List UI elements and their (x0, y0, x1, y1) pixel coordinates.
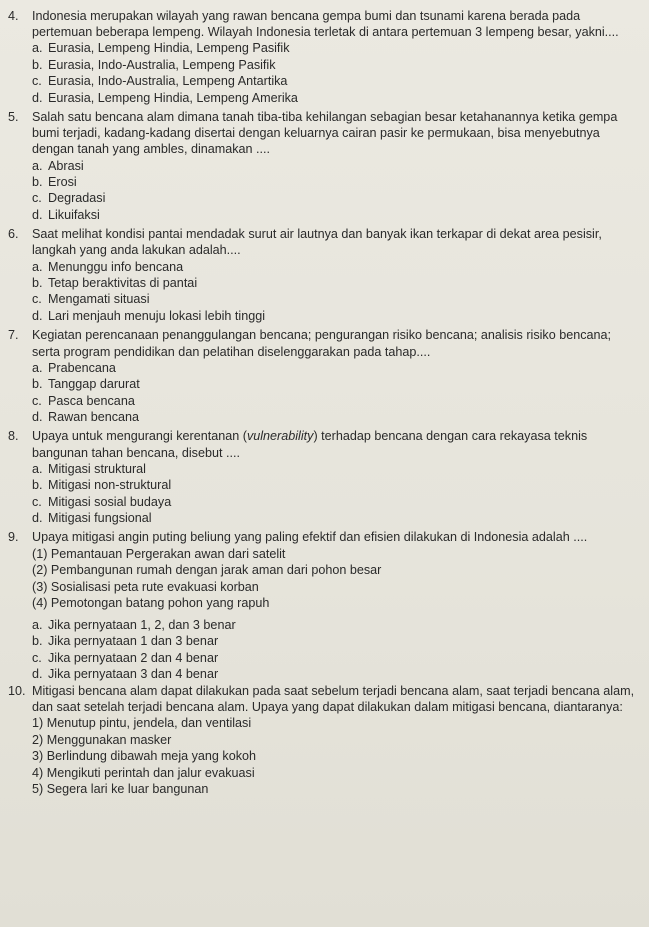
option-c: c. Degradasi (32, 191, 106, 206)
options-9 (32, 617, 639, 683)
statements-9 (32, 546, 639, 612)
option-d: d. Jika pernyataan 3 dan 4 benar (32, 667, 219, 682)
option-d: d. Rawan bencana (32, 409, 140, 424)
option-d: d. Mitigasi fungsional (32, 510, 152, 525)
statement: 3) Berlindung dibawah meja yang kokoh (32, 749, 257, 764)
statement: (1) Pemantauan Pergerakan awan dari satelit (32, 546, 286, 561)
option-d: d. Likuifaksi (32, 207, 100, 222)
question-text: Saat melihat kondisi pantai mendadak surut air lautnya dan banyak ikan terkapar di dekat area pesisir, langkah yang anda lakukan adalah.... (32, 227, 602, 258)
option-d: d. Eurasia, Lempeng Hindia, Lempeng Amerika (32, 90, 298, 105)
statement: 1) Menutup pintu, jendela, dan ventilasi (32, 715, 252, 730)
option-c: c. Mitigasi sosial budaya (32, 494, 172, 509)
option-a: a. Prabencana (32, 360, 116, 375)
option-b: b. Mitigasi non-struktural (32, 478, 172, 493)
option-a: a. Jika pernyataan 1, 2, dan 3 benar (32, 617, 236, 632)
question-number: 9. (8, 530, 19, 545)
options-8 (32, 461, 639, 527)
option-a: a. Menunggu info bencana (32, 259, 184, 274)
option-d: d. Lari menjauh menuju lokasi lebih tinggi (32, 308, 266, 323)
options-6 (32, 259, 639, 325)
question-text: Kegiatan perencanaan penanggulangan bencana; pengurangan risiko bencana; analisis risiko bencana; serta program pendidikan dan pelatihan diselenggarakan pada tahap.... (32, 328, 612, 359)
question-6 (8, 226, 639, 258)
question-text: Upaya mitigasi angin puting beliung yang paling efektif dan efisien dilakukan di Indonesia adalah .... (32, 530, 588, 545)
question-text: Indonesia merupakan wilayah yang rawan bencana gempa bumi dan tsunami karena berada pada pertemuan beberapa lempeng. Wilayah Indonesia terletak di antara pertemuan 3 lempeng besar, yakni.... (32, 9, 619, 40)
option-b: b. Erosi (32, 175, 77, 190)
option-a: a. Abrasi (32, 158, 84, 173)
question-number: 7. (8, 328, 19, 343)
option-b: b. Tetap beraktivitas di pantai (32, 276, 198, 291)
question-7 (8, 327, 639, 359)
option-b: b. Eurasia, Indo-Australia, Lempeng Pasifik (32, 57, 276, 72)
options-4 (32, 40, 639, 106)
option-c: c. Mengamati situasi (32, 292, 150, 307)
statement: (2) Pembangunan rumah dengan jarak aman dari pohon besar (32, 563, 382, 578)
statements-10 (32, 715, 639, 798)
option-c: c. Eurasia, Indo-Australia, Lempeng Antartika (32, 74, 288, 89)
question-4 (8, 8, 639, 40)
question-8 (8, 428, 639, 460)
question-5 (8, 109, 639, 158)
statement: (4) Pemotongan batang pohon yang rapuh (32, 596, 270, 611)
options-7 (32, 360, 639, 426)
statement: 4) Mengikuti perintah dan jalur evakuasi (32, 765, 255, 780)
option-b: b. Jika pernyataan 1 dan 3 benar (32, 634, 219, 649)
question-number: 5. (8, 110, 19, 125)
question-text: Salah satu bencana alam dimana tanah tiba-tiba kehilangan sebagian besar ketahanannya ketika gempa bumi terjadi, kadang-kadang disertai dengan keluarnya cairan pasir ke permukaan, bisa menyebutnya dengan tanah yang ambles, dinamakan .... (32, 110, 618, 157)
question-10 (8, 683, 639, 715)
question-number: 10. (8, 683, 26, 698)
question-number: 4. (8, 9, 19, 23)
option-a: a. Mitigasi struktural (32, 461, 146, 476)
options-5 (32, 158, 639, 224)
question-9 (8, 529, 639, 545)
option-c: c. Pasca bencana (32, 393, 135, 408)
statement: (3) Sosialisasi peta rute evakuasi korban (32, 579, 259, 594)
question-text: Mitigasi bencana alam dapat dilakukan pada saat sebelum terjadi bencana alam, saat terjadi bencana alam, dan saat setelah terjadi bencana alam. Upaya yang dapat dilakukan dalam mitigasi bencana, diantaranya: (32, 683, 635, 714)
option-c: c. Jika pernyataan 2 dan 4 benar (32, 650, 219, 665)
option-a: a. Eurasia, Lempeng Hindia, Lempeng Pasifik (32, 41, 290, 56)
statement: 5) Segera lari ke luar bangunan (32, 782, 209, 797)
option-b: b. Tanggap darurat (32, 377, 140, 392)
question-number: 6. (8, 227, 19, 242)
statement: 2) Menggunakan masker (32, 732, 172, 747)
question-number: 8. (8, 429, 19, 444)
question-text: Upaya untuk mengurangi kerentanan (vulnerability) terhadap bencana dengan cara rekayasa teknis bangunan tahan bencana, disebut .... (32, 429, 588, 460)
